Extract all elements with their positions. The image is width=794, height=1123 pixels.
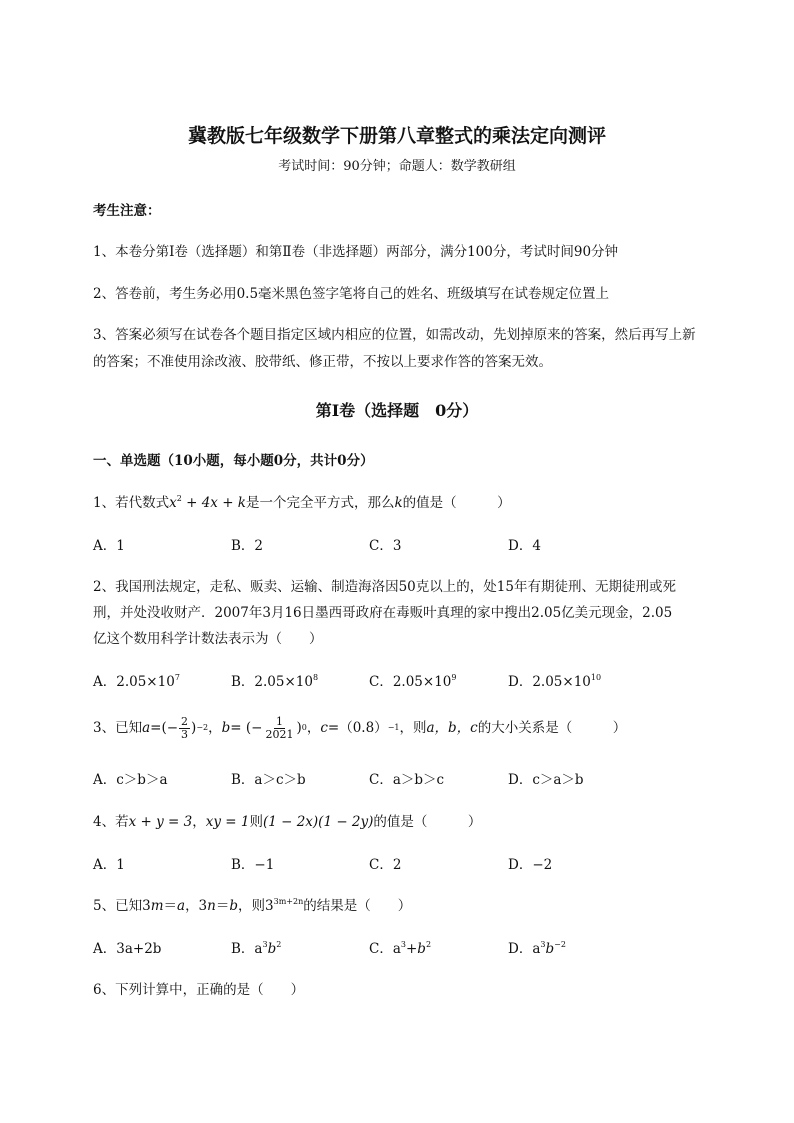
question-6: 6、下列计算中，正确的是（ ） xyxy=(93,982,305,998)
q4-option-a: A．1 xyxy=(93,857,125,873)
question-1: 1、若代数式$x^2 + 4x + k$是一个完全平方式，那么k的值是（ ） xyxy=(93,494,511,511)
fraction-two-thirds: $\frac{2}{3}$ xyxy=(181,714,189,741)
q3-option-b: B．a＞c＞b xyxy=(231,772,306,788)
q3-option-c: C．a＞b＞c xyxy=(369,772,445,788)
q4-option-d: D．−2 xyxy=(508,857,553,873)
notice-item-3: 3、答案必须写在试卷各个题目指定区域内相应的位置，如需改动，先划掉原来的答案，然后再写上新 xyxy=(93,327,696,343)
q2-option-a: A．$2.05\times 10^7$ xyxy=(93,673,180,690)
part-heading: 一、单选题（10小题，每小题0分，共计0分） xyxy=(93,453,374,469)
question-3: 3、已知 a =(− $\frac{2}{3}$ ) −2 ， b = (− $\frac{1}{2021}$ ) 0 ， c =（0.8） −1 ，则 a，b，c 的大小关系是（ ） xyxy=(93,714,627,741)
q1-option-a: A．1 xyxy=(93,538,125,554)
notice-item-1: 1、本卷分第I卷（选择题）和第Ⅱ卷（非选择题）两部分，满分100分，考试时间90分钟 xyxy=(93,244,619,260)
q5-option-c: C．$a^3+b^2$ xyxy=(369,940,432,957)
notice-heading: 考生注意： xyxy=(93,203,161,219)
q3-option-d: D．c＞a＞b xyxy=(508,772,584,788)
q2-option-d: D．$2.05\times 10^{10}$ xyxy=(508,673,602,690)
q3-option-a: A．c＞b＞a xyxy=(93,772,168,788)
notice-item-2: 2、答卷前，考生务必用0.5毫米黑色签字笔将自己的姓名、班级填写在试卷规定位置上 xyxy=(93,286,610,302)
q2-option-c: C．$2.05\times 10^9$ xyxy=(369,673,457,690)
question-2-line-1: 2、我国刑法规定，走私、贩卖、运输、制造海洛因50克以上的，处15年有期徒刑、无期徒刑或死 xyxy=(93,579,676,595)
q2-option-b: B．$2.05\times 10^8$ xyxy=(231,673,319,690)
question-4: 4、若x + y = 3，xy = 1则(1 − 2x)(1 − 2y)的值是（ ） xyxy=(93,814,482,830)
q4-option-b: B．−1 xyxy=(231,857,275,873)
question-2-line-2: 刑，并处没收财产．2007年3月16日墨西哥政府在毒贩叶真理的家中搜出2.05亿美元现金，2.05 xyxy=(93,605,673,621)
q5-option-d: D．$a^3b^{-2}$ xyxy=(508,940,566,957)
q5-option-b: B．$a^3b^2$ xyxy=(231,940,282,957)
exam-info: 考试时间：90分钟；命题人：数学教研组 xyxy=(278,159,516,174)
fraction-one-over-2021: $\frac{1}{2021}$ xyxy=(265,714,294,741)
q4-option-c: C．2 xyxy=(369,857,402,873)
question-2-line-3: 亿这个数用科学计数法表示为（ ） xyxy=(93,631,323,647)
section-title: 第I卷（选择题 0分） xyxy=(315,401,479,420)
q1-option-c: C．3 xyxy=(369,538,402,554)
q5-option-a: A．3a+2b xyxy=(93,941,162,957)
page-title: 冀教版七年级数学下册第八章整式的乘法定向测评 xyxy=(187,125,606,147)
question-5: 5、已知3m＝a，3n＝b，则$3^{3m+2n}$的结果是（ ） xyxy=(93,897,412,914)
notice-item-3-cont: 的答案；不准使用涂改液、胶带纸、修正带，不按以上要求作答的答案无效。 xyxy=(93,354,552,370)
q1-option-b: B．2 xyxy=(231,538,264,554)
q1-option-d: D．4 xyxy=(508,538,541,554)
